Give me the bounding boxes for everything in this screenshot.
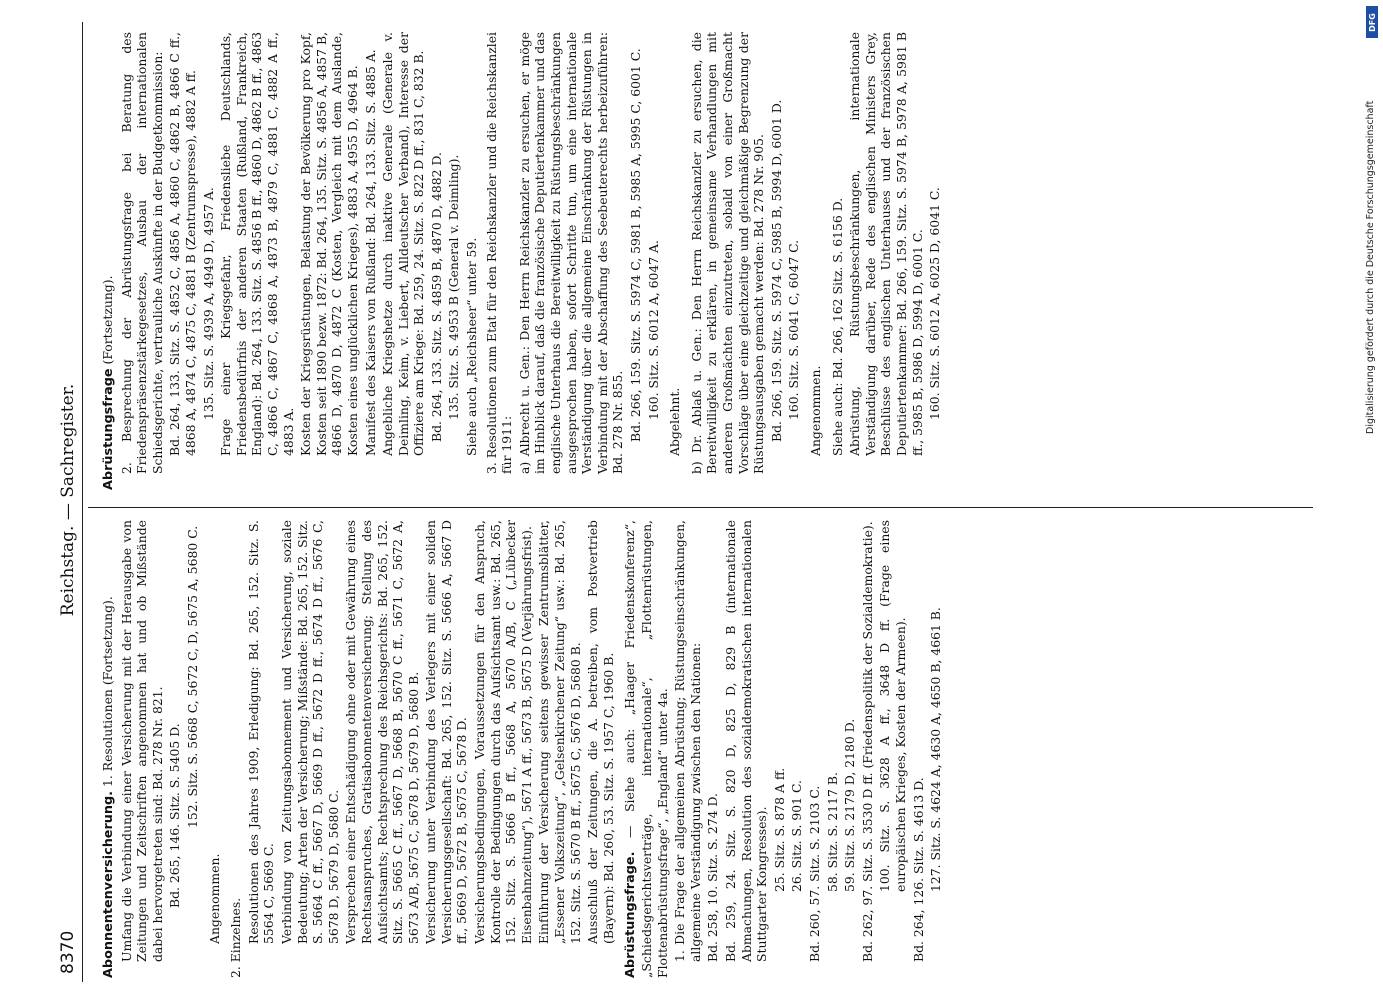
headword: Abrüstungsfrage. <box>623 851 639 978</box>
header-rule <box>82 22 83 982</box>
reference: 58. Sitz. S. 2117 B. <box>824 772 840 892</box>
dfg-logo: DFG <box>1366 6 1378 38</box>
list-item: Manifest des Kaisers von Rußland: Bd. 264, 133. Sitz. S. 4885 A. <box>362 49 378 456</box>
entry-text: Umfang die Verbindung einer Versicherung mit der Herausgabe von Zeitungen und Zeitschriften angenommen hat und ob Mißstände dabei hervorgetreten sind: Bd. 278 Nr. 821. <box>118 520 165 962</box>
right-column <box>100 32 945 490</box>
see-also: — Siehe auch: „Haager Friedenskonferenz“, „Schiedsgerichtsverträge, internationale“, „Flottenrüstungen, Flottenabrüstungsfrage“, „England“ unter 4a. <box>622 520 670 978</box>
reference: Bd. 264, 133. Sitz. S. 4852 C, 4856 A, 4860 C, 4862 B, 4866 C ff., 4868 A, 4874 C, 4875 C, 4881 B (Zentrumspresse), 4882 A ff. <box>167 32 198 456</box>
reference: 26. Sitz. S. 901 C. <box>789 780 805 892</box>
reference: Bd. 266, 159. Sitz. S. 5974 C, 5985 B, 5994 D, 6001 D. <box>768 99 784 442</box>
entry-abonnentenversicherung <box>100 520 616 978</box>
reference: 160. Sitz. S. 6041 C, 6047 C. <box>786 239 802 420</box>
page-number: 8370 <box>58 930 78 974</box>
reference: 160. Sitz. S. 6012 A, 6025 D, 6041 C. <box>927 187 943 420</box>
status-note: Angenommen. <box>206 853 222 944</box>
reference: Bd. 264, 133. Sitz. S. 4859 B, 4870 D, 4882 D. <box>428 152 444 442</box>
reference-list <box>705 520 943 978</box>
resolution-a: a) Albrecht u. Gen.: Den Herrn Reichskanzler zu ersuchen, er möge im Hinblick darauf, daß die französische Deputiertenkammer und das englische Unterhaus die Bereitwilligkeit zu Rüstungsbeschränkungen ausgesprochen haben, sofort Schritte tun, um eine internationale Verständigung über die allgemeine Einschränkung der Rüstungen in Verbindung mit der Abschaffung des Seebeuterechts herbeizuführen: Bd. 278 Nr. 855. <box>516 32 626 474</box>
reference: 135. Sitz. S. 4953 B (General v. Deimling). <box>446 154 462 420</box>
headword: Abonnentenversicherung. <box>101 790 116 978</box>
reference: Bd. 260, 57. Sitz. S. 2103 C. <box>806 785 822 962</box>
headword: Abrüstungsfrage <box>101 368 116 490</box>
reference: 127. Sitz. S. 4624 A, 4630 A, 4650 B, 4661 B. <box>928 607 944 892</box>
entry-intro: 1. Resolutionen (Fortsetzung). <box>100 596 115 787</box>
left-column <box>100 520 947 978</box>
reference: 100. Sitz. S. 3628 A ff., 3648 D ff. (Frage eines europäischen Krieges, Kosten der Armeen). <box>877 520 908 892</box>
reference: 160. Sitz. S. 6012 A, 6047 A. <box>645 240 661 420</box>
list-item: Ausschluß der Zeitungen, die A. betreiben, vom Postvertrieb (Bayern): Bd. 260, 53. Sitz. S. 1957 C, 1960 B. <box>585 520 616 944</box>
reference: Bd. 258, 10. Sitz. S. 274 D. <box>705 793 721 962</box>
entry-abruestungsfrage <box>622 520 943 978</box>
list-item: Versprechen einer Entschädigung ohne oder mit Gewährung eines Rechtsanspruches, Gratisabonnentenversicherung; Stellung des Aufsichtsamts; Rechtsprechung des Reichsgerichts: Bd. 265, 152. Sitz. S. 5665 C ff., 5667 D, 5668 B, 5670 C ff., 5671 C, 5672 A, 5673 A/B, 5675 C, 5678 D, 5679 D, 5680 B. <box>343 520 421 944</box>
column-divider <box>88 507 1313 508</box>
status-note: Angenommen. <box>807 365 823 456</box>
reference: Bd. 265, 146. Sitz. S. 5405 D. <box>167 723 183 908</box>
list-item: Resolutionen des Jahres 1909, Erledigung: Bd. 265, 152. Sitz. S. 5564 C, 5669 C. <box>245 520 277 944</box>
list-item: Kosten der Kriegsrüstungen, Belastung der Bevölkerung pro Kopf, Kosten seit 1890 bezw. 1872: Bd. 264, 135. Sitz. S. 4856 A, 4857 B, 4866 D, 4870 D, 4872 C (Kosten, Vergleich mit dem Auslande, Kosten eines unglücklichen Krieges), 4883 A, 4955 D, 4964 B. <box>298 31 360 456</box>
list-item: Frage einer Kriegsgefahr, Friedensliebe Deutschlands, Friedensbedürfnis der anderen Staaten (Rußland, Frankreich, England): Bd. 264, 133. Sitz. S. 4856 B ff., 4860 D, 4862 B ff., 4863 C, 4866 C, 4867 C, 4868 A, 4873 B, 4879 C, 4881 C, 4882 A ff., 4883 A. <box>218 32 296 456</box>
reference: Bd. 262, 97. Sitz. S. 3530 D ff. (Friedenspolitik der Sozialdemokratie). <box>859 521 875 962</box>
list-item: Versicherungsbedingungen, Voraussetzungen für den Anspruch, Kontrolle der Bedingungen durch das Aufsichtsamt usw.: Bd. 265, 152. Sitz. S. 5666 B ff., 5668 A, 5670 A/B, C („Lübecker Eisenbahnzeitung“), 5671 A ff., 5673 B, 5675 D (Verjährungsfrist). <box>472 520 534 944</box>
point-2: 2. Besprechung der Abrüstungsfrage bei Beratung des Friedenspräsenzstärkegesetzes, Ausbau der internationalen Schiedsgerichte, vertrauliche Auskünfte in der Budgetkommission: <box>118 32 165 474</box>
headword-continued: (Fortsetzung). <box>100 275 115 365</box>
reference: 59. Sitz. S. 2179 D, 2180 D. <box>842 718 858 892</box>
reference: 25. Sitz. S. 878 A ff. <box>771 767 787 892</box>
status-note: Abgelehnt. <box>667 387 683 456</box>
reference: 152. Sitz. S. 5668 C, 5672 C, D, 5675 A, 5680 C. <box>184 525 200 828</box>
list-item: Einführung der Versicherung seitens gewisser Zentrumsblätter, „Essener Volkszeitung“, „Gelsenkirchener Zeitung“ usw.: Bd. 265, 152. Sitz. S. 5670 B ff., 5675 C, 5676 D, 5680 B. <box>536 520 583 944</box>
section-label: 2. Einzelnes. <box>228 897 244 978</box>
see-also: Siehe auch: Bd. 266, 162 Sitz. S. 6156 D. <box>829 197 845 456</box>
point-1: 1. Die Frage der allgemeinen Abrüstung; Rüstungseinschränkungen, allgemeine Verständigung zwischen den Nationen: <box>672 520 703 962</box>
point-3: 3. Resolutionen zum Etat für den Reichskanzler und die Reichskanzlei für 1911: <box>483 32 515 474</box>
running-title: Reichstag. — Sachregister. <box>58 383 78 617</box>
list-item: Verbindung von Zeitungsabonnement und Versicherung, soziale Bedeutung; Arten der Versicherung; Mißstände: Bd. 265, 152. Sitz. S. 5664 C ff., 5667 D, 5669 D ff., 5672 D ff., 5674 D ff., 5676 C, 5678 D, 5679 D, 5680 C. <box>278 520 341 944</box>
list-item: Versicherung unter Verbindung des Verlegers mit einer soliden Versicherungsgesellschaft: Bd. 265, 152. Sitz. S. 5666 A, 5667 D ff., 5669 D, 5672 B, 5675 C, 5678 D. <box>423 520 470 944</box>
reference: Bd. 266, 159. Sitz. S. 5974 C, 5981 B, 5985 A, 5995 C, 6001 C. <box>628 48 643 442</box>
list-item: Abrüstung, Rüstungsbeschränkungen, internationale Verständigung darüber, Rede des englischen Ministers Grey, Beschlüsse des englischen Unterhauses und der französischen Deputiertenkammer: Bd. 266, 159. Sitz. S. 5974 B, 5978 A, 5981 B ff., 5985 B, 5986 D, 5994 D, 6001 C. <box>847 32 925 456</box>
digitization-note: Digitalisierung gefördert durch die Deutsche Forschungsgemeinschaft <box>1365 100 1376 434</box>
resolution-b: b) Dr. Ablaß u. Gen.: Den Herrn Reichskanzler zu ersuchen, die Bereitwilligkeit zu erklären, in gemeinsame Verhandlungen mit anderen Großmächten einzutreten, sobald von einer Großmacht Vorschläge über eine gleichzeitige und gleichmäßige Begrenzung der Rüstungsausgaben gemacht werden: Bd. 278 Nr. 905. <box>688 32 767 474</box>
reference: Bd. 259, 24. Sitz. S. 820 D, 825 D, 829 B (internationale Abmachungen, Resolution des sozialdemokratischen internationalen Stuttgarter Kongresses). <box>722 520 770 962</box>
reference: 135. Sitz. S. 4939 A, 4949 D, 4957 A. <box>200 187 216 420</box>
see-also: Siehe auch „Reichsheer“ unter 59. <box>464 237 480 456</box>
list-item: Angebliche Kriegshetze durch inaktive Generale (Generale v. Deimling, Keim, v. Liebert, Alldeutscher Verband), Interesse der Offiziere am Kriege: Bd. 259, 24. Sitz. S. 822 D ff., 831 C, 832 B. <box>380 32 427 456</box>
reference: Bd. 264, 126. Sitz. S. 4613 D. <box>910 777 926 962</box>
